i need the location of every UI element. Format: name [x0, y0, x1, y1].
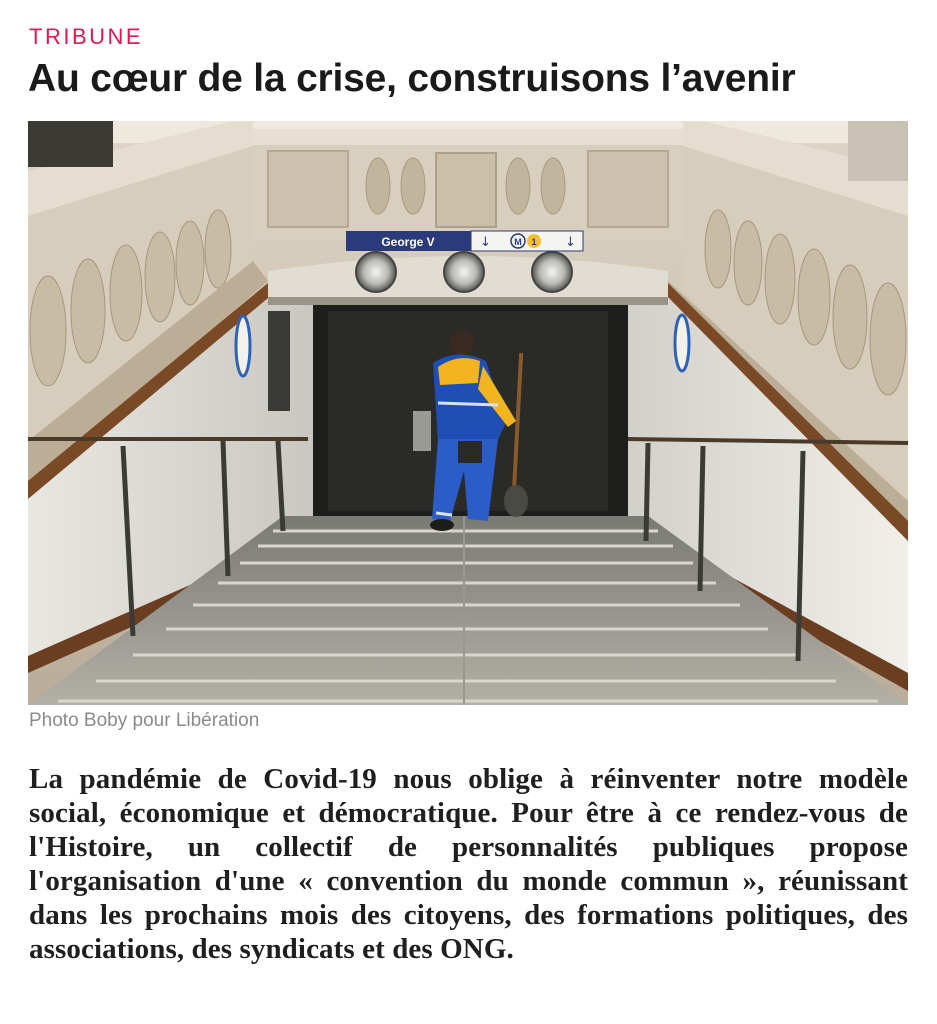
article-lede: La pandémie de Covid-19 nous oblige à réinventer notre modèle social, économique et démocratique. Pour être à ce rendez-vous de l'Histoire, un collectif de personnalités publiques propose l'organisation d'une « convention du monde commun », réunissant dans les prochains mois des citoyens, des formations politiques, des associations, des syndicats et des ONG.	[29, 763, 908, 965]
article-title[interactable]: Au cœur de la crise, construisons l’avenir	[28, 57, 796, 100]
metro-symbol: M	[514, 237, 522, 247]
article-photo	[28, 121, 908, 705]
arrow-down-icon: ↓	[565, 235, 576, 250]
station-sign-text: George V	[381, 235, 435, 249]
arrow-down-icon: ↓	[480, 235, 491, 250]
metro-line-number: 1	[531, 237, 537, 247]
metro-entrance-illustration	[28, 121, 908, 705]
photo-caption: Photo Boby pour Libération	[29, 710, 260, 731]
article-rubric[interactable]: TRIBUNE	[29, 24, 144, 49]
